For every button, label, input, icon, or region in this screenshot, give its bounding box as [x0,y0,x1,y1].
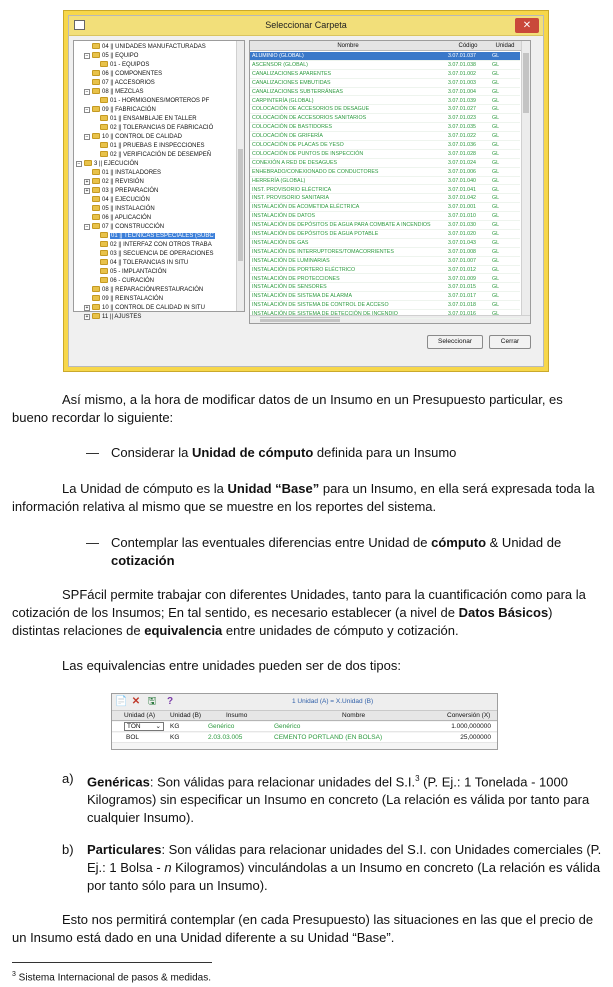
table-row[interactable] [250,283,520,292]
column-unidad-b[interactable]: Unidad (B) [170,712,202,719]
unidad-b-value: KG [170,723,180,730]
tree-item[interactable] [92,286,203,295]
table-row[interactable] [250,177,520,186]
folder-icon [100,124,108,130]
tree-item[interactable] [84,223,164,232]
tree-item[interactable] [92,43,206,52]
tree-item-label: 3 || EJECUCIÓN [94,161,139,167]
cell-codigo: 3.07.01.043 [448,239,476,246]
column-nombre[interactable]: Nombre [342,712,366,719]
tree-item-label: 09 || REINSTALACIÓN [102,296,164,302]
cell-nombre: INSTALACIÓN DE GAS [252,239,309,246]
table-row[interactable] [250,168,520,177]
grid-vertical-scrollbar[interactable] [521,41,530,323]
help-icon[interactable]: ? [166,696,174,707]
tree-item-label: 03 || PREPARACIÓN [102,188,159,194]
cell-nombre: INSTALACIÓN DE DEPÓSITOS DE AGUA PARA COMBATE A INCENDIOS [252,222,431,229]
unidad-a-value: TON [127,723,141,730]
tree-item-label: 07 || ACCESORIOS [102,80,155,86]
tree-item-label: 08 || MEZCLAS [102,89,144,95]
tree-item[interactable] [92,214,151,223]
folder-icon [92,70,100,76]
folder-icon [92,313,100,319]
cell-codigo: 3.07.01.002 [448,70,476,77]
column-insumo[interactable]: Insumo [226,712,248,719]
cell-nombre: ALUMINIO (GLOBAL) [252,53,304,59]
table-row[interactable] [250,79,520,88]
folder-icon [100,97,108,103]
insumo-value: 2.03.03.005 [208,734,243,741]
cell-unidad: GL [492,159,500,166]
folder-icon [92,79,100,85]
cell-nombre: COLOCACIÓN DE BASTIDORES [252,124,333,131]
column-conversion[interactable]: Conversión (X) [447,712,491,719]
unidad-a-select[interactable] [124,722,164,731]
delete-icon[interactable]: ✕ [131,696,141,707]
cell-unidad: GL [492,186,500,193]
collapse-icon[interactable]: − [85,107,89,113]
folder-icon [92,295,100,301]
table-row[interactable] [250,141,520,150]
table-row[interactable] [250,310,520,319]
dialog-title: Seleccionar Carpeta [265,20,347,30]
table-row[interactable] [112,722,497,732]
cell-unidad: GL [492,124,500,131]
cell-unidad: GL [492,177,500,184]
folder-icon [100,277,108,283]
table-row[interactable] [250,203,520,212]
folder-icon [100,115,108,121]
tree-item[interactable] [92,196,150,205]
cell-codigo: 3.07.01.030 [448,222,476,229]
close-dialog-button[interactable]: Cerrar [489,335,531,349]
cell-codigo: 3.07.01.003 [448,79,476,86]
table-row[interactable] [250,230,520,239]
cell-unidad: GL [492,61,500,68]
folder-icon [100,250,108,256]
list-item-particulares: Particulares: Son válidas para relacionar unidades del S.I. con Unidades comerciales (P. Ej.: 1 Bolsa - n Kilogramos) vinculándolas a un Insumo en concreto (La relación es válida por tanto sólo para un Insumo). [87,842,602,893]
cell-codigo: 3.07.01.020 [448,231,476,237]
cell-nombre: INSTALACIÓN DE PORTERO ELÉCTRICO [252,266,356,273]
cell-unidad: GL [492,70,500,77]
cell-codigo: 3.07.01.022 [448,133,476,140]
cell-nombre: INSTALACIÓN DE SISTEMA DE CONTROL DE ACCESO [252,302,389,309]
cell-nombre: INSTALACIÓN DE SENSORES [252,284,327,291]
cell-unidad: GL [492,284,500,291]
tree-item-label: 10 || CONTROL DE CALIDAD [102,134,182,140]
folder-icon [100,268,108,274]
cell-nombre: CANALIZACIONES EMBUTIDAS [252,79,331,86]
cell-unidad: GL [492,204,500,211]
table-row[interactable] [250,150,520,159]
tree-item-label: 01 || INSTALADORES [102,170,162,176]
column-unidad[interactable]: Unidad [495,43,515,49]
tree-item-label: 04 || TOLERANCIAS IN SITU [110,260,189,266]
list-marker-b: b) [62,842,74,857]
expand-icon[interactable]: + [85,314,89,320]
cell-codigo: 3.07.01.036 [448,142,476,148]
table-row[interactable] [112,733,497,743]
cell-codigo: 3.07.01.023 [448,115,476,122]
folder-icon [92,214,100,220]
chevron-down-icon[interactable]: ⌄ [155,723,161,730]
table-row[interactable] [250,97,520,106]
table-row[interactable] [250,301,520,310]
table-row[interactable] [250,114,520,123]
tree-item-label: 06 || COMPONENTES [102,71,163,77]
equivalence-caption: 1 Unidad (A) = X.Unidad (B) [292,698,374,705]
cell-unidad: GL [492,302,500,309]
table-row[interactable] [250,266,520,275]
tree-scrollbar[interactable] [236,41,244,311]
paragraph-intro: Así mismo, a la hora de modificar datos de un Insumo en un Presupuesto particular, es bueno recordar lo siguiente: [12,392,563,425]
folder-icon [100,61,108,67]
folder-tree[interactable] [73,40,245,320]
cell-codigo: 3.07.01.040 [448,177,476,184]
column-nombre[interactable]: Nombre [337,43,359,49]
tree-item[interactable] [100,268,167,277]
unidad-b-value: KG [170,734,180,741]
cell-codigo: 3.07.01.004 [448,88,476,95]
cell-nombre: COLOCACIÓN DE PLACAS DE YESO [252,142,344,148]
cell-nombre: INSTALACIÓN DE ACOMETIDA ELÉCTRICA [252,204,360,211]
tree-item-label: 06 - CURACIÓN [110,278,155,284]
dialog-body [68,15,544,367]
folder-icon [92,106,100,112]
tree-item-label: 04 || EJECUCIÓN [102,197,150,203]
tree-item[interactable] [84,88,143,97]
dash-bullet-2: — [86,535,99,550]
cell-codigo: 3.07.01.016 [448,311,476,318]
tree-item[interactable] [92,205,155,214]
tree-item[interactable] [84,187,158,196]
cell-unidad: GL [492,293,500,300]
table-row[interactable] [250,70,520,79]
cell-nombre: ENHEBRADO/CONEXIONADO DE CONDUCTORES [252,168,379,175]
cell-codigo: 3.07.01.017 [448,293,476,300]
cell-nombre: COLOCACIÓN DE ACCESORIOS DE DESAGUE [252,106,370,113]
tree-item-label: 02 || REVISIÓN [102,179,144,185]
cell-unidad: GL [492,79,500,86]
cell-codigo: 3.07.01.010 [448,213,476,220]
cell-nombre: INST. PROVISORIO ELÉCTRICA [252,186,332,193]
folder-icon [92,304,100,310]
cell-unidad: GL [492,53,500,59]
tree-item-label: 03 || SECUENCIA DE OPERACIONES [110,251,214,257]
cell-nombre: INSTALACIÓN DE DATOS [252,213,315,220]
cell-unidad: GL [492,97,500,104]
collapse-icon[interactable]: − [77,161,81,167]
table-row[interactable] [250,248,520,257]
cell-nombre: INSTALACIÓN DE LUMINARIAS [252,257,330,264]
cell-nombre: COLOCACIÓN DE ACCESORIOS SANITARIOS [252,115,367,122]
tree-item-label: 01 || ENSAMBLAJE EN TALLER [110,116,197,122]
cell-nombre: INSTALACIÓN DE SISTEMA DE ALARMA [252,293,352,300]
cell-unidad: GL [492,231,500,237]
table-row[interactable] [250,212,520,221]
cell-codigo: 3.07.01.035 [448,124,476,131]
cell-nombre: INST. PROVISORIO SANITARIA [252,195,330,202]
table-row[interactable] [250,186,520,195]
equivalence-toolbar [112,694,497,711]
tree-item-label: 07 || CONSTRUCCIÓN [102,224,165,230]
nombre-value: Genérico [274,723,301,730]
cell-unidad: GL [492,266,500,273]
cell-nombre: ASCENSOR (GLOBAL) [252,61,308,68]
insumo-grid[interactable] [249,40,531,324]
cell-codigo: 3.07.01.015 [448,284,476,291]
tree-item[interactable] [100,250,213,259]
cell-unidad: GL [492,168,500,175]
table-row[interactable] [250,194,520,203]
equivalence-table [111,693,498,750]
tree-item-label: 05 || INSTALACIÓN [102,206,155,212]
tree-item-label: 05 - IMPLANTACIÓN [110,269,167,275]
folder-icon [100,232,108,238]
equivalence-header [112,711,497,721]
tree-item[interactable] [100,142,204,151]
cell-codigo: 3.07.01.001 [448,204,476,211]
tree-item[interactable] [76,160,138,169]
collapse-icon[interactable]: − [85,134,89,140]
folder-icon [92,223,100,229]
tree-item-label: 10 || CONTROL DE CALIDAD IN SITU [102,305,205,311]
close-button[interactable]: ✕ [515,18,539,33]
paragraph-closing: Esto nos permitirá contemplar (en cada Presupuesto) las situaciones en las que el precio de un Insumo está dado en una Unidad diferente a su Unidad “Base”. [12,912,594,945]
paragraph-unidad-base: La Unidad de cómputo es la Unidad “Base” para un Insumo, en ella será expresada toda la información relativa al mismo que se muestre en los reportes del sistema. [12,481,595,514]
cell-unidad: GL [492,257,500,264]
cell-codigo: 3.07.01.008 [448,248,476,255]
select-folder-dialog [63,10,549,372]
expand-icon[interactable]: + [85,305,89,311]
cell-nombre: COLOCACIÓN DE GRIFERÍA [252,133,323,140]
table-row[interactable] [250,221,520,230]
cell-unidad: GL [492,88,500,95]
tree-item-label: 02 || VERIFICACIÓN DE DESEMPEÑ [110,152,212,158]
folder-icon [84,160,92,166]
tree-item[interactable] [100,61,149,70]
tree-item[interactable] [84,304,205,313]
footnote-rule [12,962,212,963]
folder-icon [92,205,100,211]
list-marker-a: a) [62,771,74,786]
folder-icon [100,259,108,265]
cell-unidad: GL [492,213,500,220]
cell-codigo: 3.07.01.006 [448,168,476,175]
tree-item[interactable] [100,151,211,160]
cell-nombre: INSTALACIÓN DE SISTEMA DE DETECCIÓN DE INCENDIO [252,311,398,318]
table-row[interactable] [250,257,520,266]
folder-icon [92,88,100,94]
cell-codigo: 3.07.01.009 [448,275,476,282]
cell-codigo: 3.07.01.038 [448,61,476,68]
tree-item-label: 02 || INTERFAZ CON OTROS TRABA [110,242,212,248]
cell-unidad: GL [492,195,500,202]
insumo-value: Genérico [208,723,235,730]
grid-header [250,41,530,51]
cell-nombre: COLOCACIÓN DE PUNTOS DE INSPECCIÓN [252,150,364,157]
list-item-genericas: Genéricas: Son válidas para relacionar unidades del S.I.$^3$ (P. Ej.: 1 Tonelada - 1000 Kilogramos) sin especificar un Insumo en concreto (La relación es válida por tanto para cualquier Insumo). [87,774,590,826]
tree-item[interactable] [92,295,163,304]
tree-item-label: 04 || UNIDADES MANUFACTURADAS [102,44,206,50]
cell-unidad: GL [492,311,500,318]
cell-nombre: CARPINTERÍA (GLOBAL) [252,97,314,104]
cell-nombre: INSTALACIÓN DE INTERRUPTORES/TOMACORRIENTES [252,248,394,255]
tree-item-label: 06 || APLICACIÓN [102,215,152,221]
column-codigo[interactable]: Código [458,43,478,49]
folder-icon [92,52,100,58]
cell-codigo: 3.07.01.028 [448,150,476,157]
tree-item-label: 08 || REPARACIÓN/RESTAURACIÓN [102,287,204,293]
cell-unidad: GL [492,106,500,113]
conversion-value: 25,000000 [460,734,491,741]
cell-codigo: 3.07.01.018 [448,302,476,309]
tree-item-label: 01 - HORMIGONES/MORTEROS PF [110,98,210,104]
cell-codigo: 3.07.01.037 [448,53,476,59]
collapse-icon[interactable]: − [85,224,89,230]
cell-nombre: INSTALACIÓN DE PROTECCIONES [252,275,340,282]
paragraph-tipos: Las equivalencias entre unidades pueden ser de dos tipos: [62,658,401,673]
table-row[interactable] [250,105,520,114]
tree-item-label: 05 || EQUIPO [102,53,139,59]
cell-codigo: 3.07.01.042 [448,195,476,202]
cell-codigo: 3.07.01.012 [448,266,476,273]
tree-item-label: 01 || PRUEBAS E INSPECCIONES [110,143,205,149]
table-row[interactable] [250,239,520,248]
table-row[interactable] [250,292,520,301]
tree-item[interactable] [100,241,212,250]
cell-unidad: GL [492,275,500,282]
expand-icon[interactable]: + [85,179,89,185]
tree-item[interactable] [92,70,162,79]
tree-item-label: 11 || AJUSTES [102,314,142,320]
dash-bullet-1: — [86,445,99,460]
table-row[interactable] [250,52,520,61]
paragraph-spfacil: SPFácil permite trabajar con diferentes Unidades, tanto para la cuantificación como para la cotización de los Insumos; En tal sentido, es necesario establecer (a nivel de Datos Básicos) distintas relaciones de equivalencia entre unidades de cómputo y cotización. [12,587,586,638]
tree-item[interactable] [100,97,209,106]
bullet-unidad-computo: Considerar la Unidad de cómputo definida para un Insumo [111,445,457,460]
tree-item[interactable] [84,133,182,142]
tree-item-label: 09 || FABRICACIÓN [102,107,156,113]
cell-codigo: 3.07.01.039 [448,97,476,104]
cell-codigo: 3.07.01.027 [448,106,476,113]
tree-item[interactable] [84,313,141,322]
select-button[interactable]: Seleccionar [427,335,483,349]
grid-scroll-thumb[interactable] [523,53,529,113]
table-row[interactable] [250,159,520,168]
collapse-icon[interactable]: − [85,89,89,95]
tree-item[interactable] [100,115,197,124]
cell-unidad: GL [492,115,500,122]
cell-nombre: HERRERÍA (GLOBAL) [252,177,306,184]
tree-item[interactable] [92,169,161,178]
tree-item-label: 01 - EQUIPOS [110,62,150,68]
save-icon[interactable]: 🖫 [147,696,157,707]
cell-codigo: 3.07.01.007 [448,257,476,264]
new-icon[interactable]: 📄 [115,696,128,707]
cell-codigo: 3.07.01.041 [448,186,476,193]
folder-icon [92,43,100,49]
table-row[interactable] [250,123,520,132]
collapse-icon[interactable]: − [85,53,89,59]
cell-nombre: CONEXIÓN A RED DE DESAGUES [252,159,338,166]
tree-item-label: 02 || TOLERANCIAS DE FABRICACIÓ [110,125,214,131]
tree-item[interactable] [100,232,215,241]
expand-icon[interactable]: + [85,188,89,194]
column-unidad-a[interactable]: Unidad (A) [124,712,156,719]
tree-item[interactable] [84,106,156,115]
table-row[interactable] [250,88,520,97]
tree-item[interactable] [92,79,155,88]
footnote: $^3$ Sistema Internacional de pasos & medidas. [12,971,212,984]
tree-item[interactable] [84,178,144,187]
cell-unidad: GL [492,150,500,157]
cell-nombre: CANALIZACIONES APARENTES [252,70,332,77]
unidad-a-value: BOL [126,734,140,741]
tree-scroll-thumb[interactable] [238,149,243,261]
bullet-diferencias: Contemplar las eventuales diferencias entre Unidad de cómputo & Unidad de cotización [111,535,562,568]
tree-item[interactable] [100,259,188,268]
folder-icon [92,169,100,175]
table-row[interactable] [250,275,520,284]
tree-item[interactable] [100,124,213,133]
cell-unidad: GL [492,222,500,229]
folder-icon [100,241,108,247]
cell-unidad: GL [492,133,500,140]
folder-icon [92,196,100,202]
cell-unidad: GL [492,142,500,148]
table-row[interactable] [250,132,520,141]
tree-item-label: 01 || TÉCNICAS ESPECIALES (SUBC [111,233,214,239]
dialog-titlebar [69,16,543,36]
folder-icon [92,187,100,193]
table-row[interactable] [250,61,520,70]
conversion-value: 1.000,000000 [451,723,491,730]
cell-codigo: 3.07.01.024 [448,159,476,166]
folder-icon [92,178,100,184]
folder-icon [100,151,108,157]
cell-unidad: GL [492,239,500,246]
folder-icon [92,133,100,139]
tree-item[interactable] [100,277,154,286]
cell-nombre: CANALIZACIONES SUBTERRÁNEAS [252,88,343,95]
folder-icon [92,286,100,292]
cell-unidad: GL [492,248,500,255]
nombre-value: CEMENTO PORTLAND (EN BOLSA) [274,734,383,741]
folder-icon [100,142,108,148]
cell-nombre: INSTALACIÓN DE DEPÓSITOS DE AGUA POTABLE [252,231,379,237]
tree-item[interactable] [84,52,138,61]
